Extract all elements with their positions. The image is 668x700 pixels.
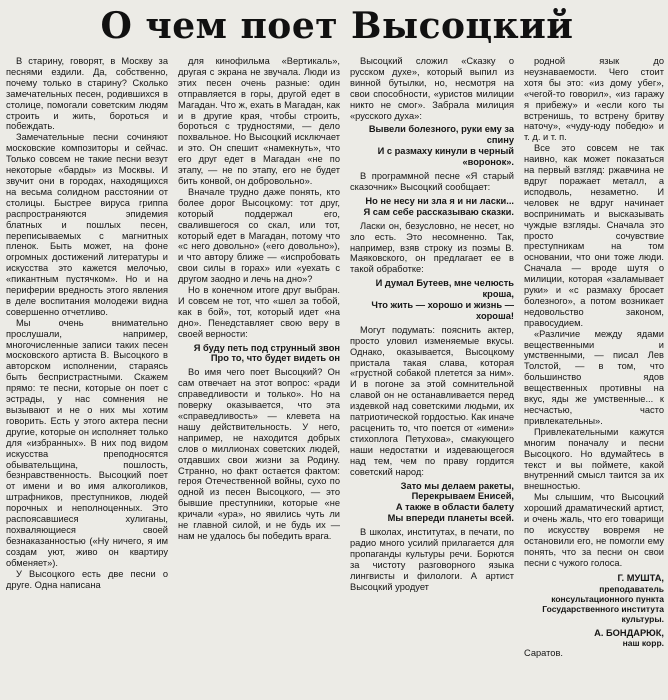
paragraph: Высоцкий сложил «Сказку о русском духе», который выпил из винной бутылки, но, несмотря на свои способности, «уристов милиции никто не смог». Забрала милиция «русского духа»: — [350, 56, 514, 121]
author-signature — [524, 573, 664, 624]
article-title: О чем поет Высоцкий — [100, 5, 574, 47]
verse-quote — [350, 278, 514, 322]
verse-line: Что жить — хорошо и жизнь — хороша! — [371, 300, 514, 321]
column-1 — [6, 56, 168, 696]
paragraph: Ласки он, безусловно, не несет, но зло есть. Это несомненно. Так, например, взяв строку из поэмы В. Маяковского, он предлагает ее в такой обработке: — [350, 220, 514, 275]
paragraph: «Различие между ядами вещественными и умственными, — писал Лев Толстой, — в том, что большинство ядов вещественных противны на вкус, яды же умственные... к несчастью, часто привлекательны». — [524, 328, 664, 426]
author-role: преподаватель консультационного пункта Государственного института культуры. — [542, 583, 664, 624]
verse-line: И думал Бутеев, мне челюсть кроша, — [375, 278, 514, 300]
paragraph: В школах, институтах, в печати, по радио много усилий прилагается для пропаганды культуры речи. Борются за чистоту разговорного языка лингвисты и филологи. А артист Высоцкий уродует — [350, 527, 514, 592]
paragraph: В программной песне «Я старый сказочник» Высоцкий сообщает: — [350, 171, 514, 192]
paragraph: Вначале трудно даже понять, кто более дорог Высоцкому: тот друг, который поддержал его, свалившегося со скал, или тот, который едет в Магадан, потому что «с него довольно» («его довольно»), и что автору ближе — «испробовать свои силы в горах» или «уехать с другом заодно и лечь на дно»? — [178, 186, 340, 285]
verse-line: Зато мы делаем ракеты, — [400, 480, 514, 491]
column-3 — [350, 56, 514, 696]
verse-line: Перекрываем Енисей, — [411, 491, 514, 502]
paragraph: Мы слышим, что Высоцкий хороший драматический артист, и очень жаль, что его товарищи по искусству вовремя не остановили его, не помогли ему понять, что за песни он свои песни с чужого голоса. — [524, 492, 664, 568]
verse-line: Мы впереди планеты всей. — [387, 513, 514, 524]
paragraph: Могут подумать: пояснить актер, просто уловил изменяемые вкусы. Однако, оказывается, Высоцкому пристала такая слава, которая «грустной собакой плетется за ним». И в погоне за этой сомнительной славой он не останавливается перед издевкой над советскими людьми, их патриотической гордостью. Как иначе расценить то, что поется от «имени» стихоплога Петухова», смакующего наши недостатки и издевающегося над тем, чем по праву гордится советский народ: — [350, 324, 514, 477]
paragraph: Все это совсем не так наивно, как может показаться на первый взгляд: ржавчина не вдруг поражает металл, а исподволь, незаметно. И человек не вдруг начинает воспринимать и высказывать чуждые взгляды. Сначала это просто сочувствие преступникам на том основании, что они тоже люди. Сначала — вроде шутя о милиции, которая «заламывает руки» и «с размаху бросает болезного», а потом возникает недовольство законом, правосудием. — [524, 143, 664, 328]
verse-quote — [350, 196, 514, 218]
paragraph: Замечательные песни сочиняют московские композиторы и сейчас. Только совсем не такие песни везут некоторые «барды» из Москвы. И звучит они в городах, находящихся на весьма солидном расстоянии от столицы. Быстрее вируса гриппа распространяются эпидемия блатных и пошлых песен, переписываемых с магнитных пленок. Быть может, на фоне огромных достижений литературы и искусства это кажется мелочью, «пикантным пустячком». Но и на периферии вредность этого явления в деле воспитания молодежи видна совершенно отчетливо. — [6, 132, 168, 317]
paragraph: родной язык до неузнаваемости. Чего стоит хотя бы это: «из дому убег», «чегой-то говорил», «из гаражу я прибежу» и «если кого ты встренишь, то встрену бритву наточу», «чуду-юду победю» и т. д. и т. п. — [524, 56, 664, 143]
verse-line: Я буду петь под струнный звон — [193, 342, 340, 353]
paragraph: Во имя чего поет Высоцкий? Он сам отвечает на этот вопрос: «ради справедливости и только». Но на поверку оказывается, что эта «справедливость» — клевета на нашу действительность. У него, например, не находится добрых слов о миллионах советских людей, отдавших свои жизни за Родину. Странно, но факт остается фактом: героя Отечественной войны, сухо по одной из песен Высоцкого, — это бывшие преступники, которые «не кричали «ура», но явились чуть ли не главной силой, и не будь их — нам не удалось бы победить врага. — [178, 367, 340, 541]
verse-line: Я сам себе рассказываю сказки. — [363, 206, 514, 217]
verse-quote — [178, 343, 340, 365]
paragraph: Но в конечном итоге друг выбран. И совсем не тот, что «шел за тобой, как в бой», тот, который идет «на дно». Пенедставляет свою веру в своей верности: — [178, 285, 340, 339]
correspondent-signature — [524, 628, 664, 649]
paragraph: для кинофильма «Вертикаль», другая с экрана не звучала. Люди из этих песен очень разные: один отправляется в горы, другой едет в Магадан. Что ж, ехать в Магадан, как и в другие края, чтобы строить, бороться с трудностями, — дело похвальное. Но Высоцкий исключает и это. Он спешит «намекнуть», что его друг едет в Магадан «не по этапу, — не по этапу, его не будет бить конвой, он добровольно». — [178, 56, 340, 186]
paragraph: В старину, говорят, в Москву за песнями ездили. Да, собственно, почему только в старину? Сколько замечательных песен, родившихся в столице, помогали советским людям строить и жить, бороться и побеждать. — [6, 56, 168, 132]
dateline-city: Саратов. — [524, 648, 563, 659]
correspondent-role: наш корр. — [622, 638, 664, 649]
column-2 — [178, 56, 340, 696]
correspondent-name: А. БОНДАРЮК, — [594, 627, 664, 638]
author-name: Г. МУШТА, — [617, 572, 664, 583]
paragraph: Мы очень внимательно прослушали, например, многочисленные записи таких песен московского артиста В. Высоцкого в авторском исполнении, стараясь быть беспристрастными. Скажем прямо: те песни, которые он поет с эстрады, у нас сомнения не вызывают и не о них мы хотим говорить. Есть у этого актера песни другие, которые он исполняет только для «избранных». В них под видом искусства преподносятся обывательщина, пошлость, безнравственность. Высоцкий поет от имени и во имя алкоголиков, штрафников, преступников, людей порочных и неполноценных. Это распоясавшиеся хулиганы, похваляющиеся своей безнаказанностью («Ну ничего, я им создам уют, живо он квартиру обменяет»). — [6, 317, 168, 568]
column-4 — [524, 56, 664, 696]
paragraph: Привлекательными кажутся многим поначалу и песни Высоцкого. Но вдумайтесь в текст и вы поймете, какой внутренний смысл таится за их внешностью. — [524, 426, 664, 492]
verse-line: И с размаху кинули в черный «воронок». — [377, 146, 514, 168]
verse-line: Но не несу ни зла я и ни ласки... — [365, 195, 514, 206]
verse-quote — [350, 481, 514, 525]
verse-line: Про то, что будет видеть он — [210, 353, 340, 364]
verse-line: Вывели болезного, руки ему за спину — [368, 124, 514, 146]
verse-quote — [350, 124, 514, 168]
verse-line: А также в области балету — [395, 502, 514, 513]
paragraph: У Высоцкого есть две песни о друге. Одна написана — [6, 568, 168, 590]
